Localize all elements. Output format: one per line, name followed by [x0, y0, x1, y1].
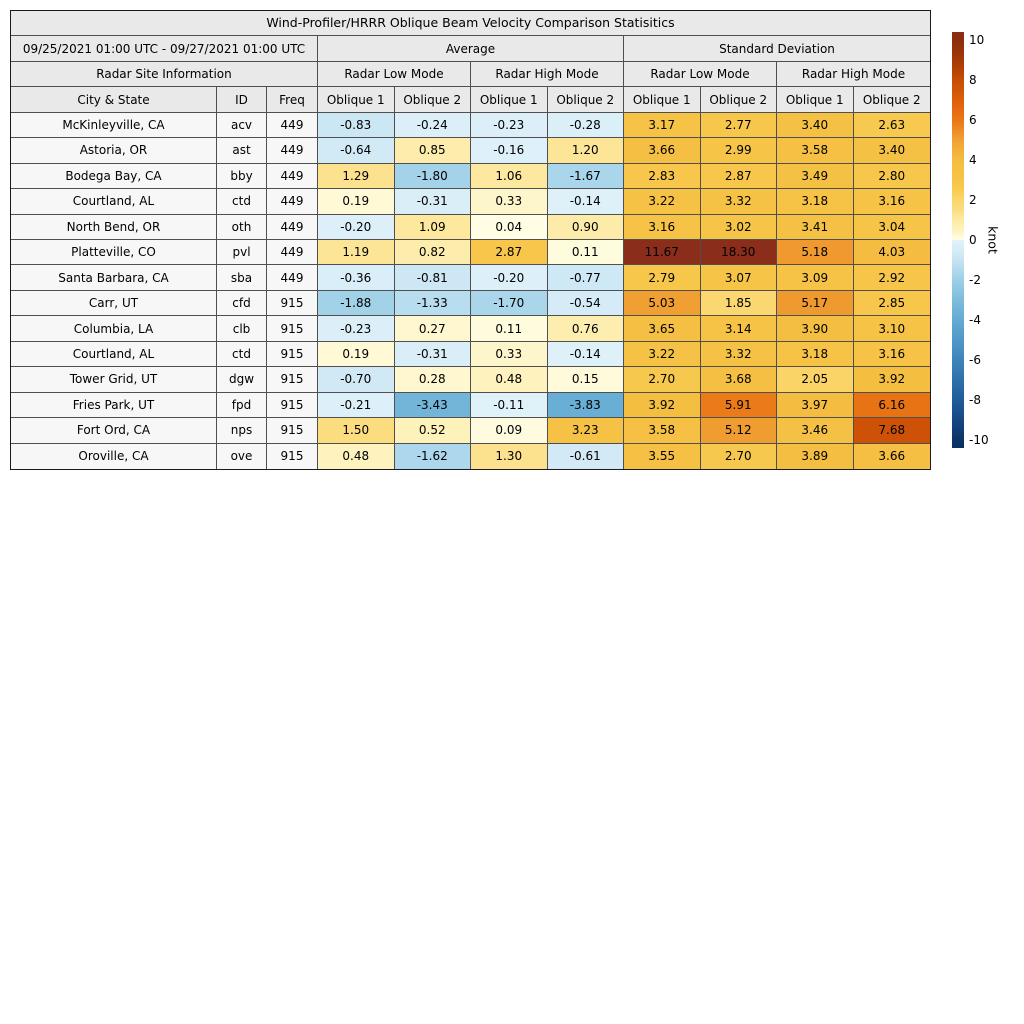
- value-cell: -0.64: [318, 138, 395, 163]
- city-cell: Columbia, LA: [11, 316, 217, 341]
- colorbar-gradient: [952, 32, 964, 448]
- column-header: Oblique 1: [471, 87, 548, 112]
- value-cell: 0.15: [548, 367, 625, 392]
- id-cell: pvl: [217, 240, 267, 265]
- column-header: Oblique 2: [701, 87, 778, 112]
- id-cell: clb: [217, 316, 267, 341]
- value-cell: -1.67: [548, 164, 625, 189]
- city-cell: Bodega Bay, CA: [11, 164, 217, 189]
- colorbar-tick-label: -4: [969, 313, 981, 327]
- value-cell: 3.89: [777, 444, 854, 469]
- column-header: Oblique 1: [777, 87, 854, 112]
- city-cell: Fries Park, UT: [11, 393, 217, 418]
- value-cell: 3.40: [854, 138, 931, 163]
- value-cell: 2.99: [701, 138, 778, 163]
- value-cell: 3.65: [624, 316, 701, 341]
- site-info-header: Radar Site Information: [11, 62, 318, 87]
- value-cell: 3.09: [777, 265, 854, 290]
- value-cell: 3.97: [777, 393, 854, 418]
- freq-cell: 915: [267, 418, 318, 443]
- colorbar-tick-label: -8: [969, 393, 981, 407]
- date-range-cell: 09/25/2021 01:00 UTC - 09/27/2021 01:00 UTC: [11, 36, 318, 61]
- city-cell: Platteville, CO: [11, 240, 217, 265]
- value-cell: -0.81: [395, 265, 472, 290]
- value-cell: -0.16: [471, 138, 548, 163]
- value-cell: 0.11: [548, 240, 625, 265]
- column-header: ID: [217, 87, 267, 112]
- column-header: Oblique 2: [854, 87, 931, 112]
- value-cell: 7.68: [854, 418, 931, 443]
- value-cell: 0.19: [318, 189, 395, 214]
- value-cell: 0.04: [471, 215, 548, 240]
- value-cell: 3.92: [854, 367, 931, 392]
- value-cell: 2.87: [471, 240, 548, 265]
- colorbar-tick-label: -2: [969, 273, 981, 287]
- freq-cell: 449: [267, 240, 318, 265]
- value-cell: 2.92: [854, 265, 931, 290]
- id-cell: fpd: [217, 393, 267, 418]
- freq-cell: 915: [267, 367, 318, 392]
- id-cell: ast: [217, 138, 267, 163]
- value-cell: -0.23: [471, 113, 548, 138]
- value-cell: 3.04: [854, 215, 931, 240]
- value-cell: 1.29: [318, 164, 395, 189]
- colorbar-tick-label: 0: [969, 233, 977, 247]
- city-cell: North Bend, OR: [11, 215, 217, 240]
- value-cell: 0.19: [318, 342, 395, 367]
- value-cell: 0.52: [395, 418, 472, 443]
- value-cell: -1.88: [318, 291, 395, 316]
- std-high-mode-header: Radar High Mode: [777, 62, 930, 87]
- value-cell: 3.22: [624, 189, 701, 214]
- value-cell: 2.77: [701, 113, 778, 138]
- city-cell: Fort Ord, CA: [11, 418, 217, 443]
- value-cell: 3.18: [777, 189, 854, 214]
- column-header: Oblique 2: [395, 87, 472, 112]
- city-cell: Courtland, AL: [11, 342, 217, 367]
- value-cell: 5.03: [624, 291, 701, 316]
- stats-table: [10, 10, 931, 470]
- value-cell: -0.21: [318, 393, 395, 418]
- value-cell: 2.80: [854, 164, 931, 189]
- freq-cell: 915: [267, 444, 318, 469]
- column-header: Oblique 2: [548, 87, 625, 112]
- id-cell: acv: [217, 113, 267, 138]
- value-cell: 1.19: [318, 240, 395, 265]
- value-cell: 0.76: [548, 316, 625, 341]
- id-cell: oth: [217, 215, 267, 240]
- value-cell: -0.20: [318, 215, 395, 240]
- id-cell: cfd: [217, 291, 267, 316]
- column-header: Oblique 1: [318, 87, 395, 112]
- value-cell: -0.20: [471, 265, 548, 290]
- value-cell: 3.66: [854, 444, 931, 469]
- value-cell: 2.87: [701, 164, 778, 189]
- value-cell: -1.33: [395, 291, 472, 316]
- freq-cell: 449: [267, 215, 318, 240]
- value-cell: 3.40: [777, 113, 854, 138]
- value-cell: 5.18: [777, 240, 854, 265]
- colorbar-tick-label: 10: [969, 33, 985, 47]
- value-cell: -1.62: [395, 444, 472, 469]
- value-cell: -0.24: [395, 113, 472, 138]
- value-cell: -0.11: [471, 393, 548, 418]
- id-cell: bby: [217, 164, 267, 189]
- city-cell: Courtland, AL: [11, 189, 217, 214]
- id-cell: ove: [217, 444, 267, 469]
- id-cell: dgw: [217, 367, 267, 392]
- value-cell: 3.32: [701, 189, 778, 214]
- freq-cell: 449: [267, 164, 318, 189]
- value-cell: -0.83: [318, 113, 395, 138]
- value-cell: 3.02: [701, 215, 778, 240]
- value-cell: -1.80: [395, 164, 472, 189]
- value-cell: 3.66: [624, 138, 701, 163]
- value-cell: 2.70: [701, 444, 778, 469]
- value-cell: 4.03: [854, 240, 931, 265]
- value-cell: 3.58: [777, 138, 854, 163]
- value-cell: -1.70: [471, 291, 548, 316]
- column-header: Freq: [267, 87, 318, 112]
- value-cell: 0.33: [471, 189, 548, 214]
- value-cell: 2.70: [624, 367, 701, 392]
- value-cell: 5.12: [701, 418, 778, 443]
- value-cell: 0.27: [395, 316, 472, 341]
- value-cell: 3.14: [701, 316, 778, 341]
- freq-cell: 449: [267, 265, 318, 290]
- value-cell: -0.31: [395, 189, 472, 214]
- value-cell: 0.28: [395, 367, 472, 392]
- value-cell: 3.92: [624, 393, 701, 418]
- city-cell: Oroville, CA: [11, 444, 217, 469]
- freq-cell: 449: [267, 113, 318, 138]
- id-cell: sba: [217, 265, 267, 290]
- value-cell: 0.48: [471, 367, 548, 392]
- column-header: Oblique 1: [624, 87, 701, 112]
- city-cell: Santa Barbara, CA: [11, 265, 217, 290]
- freq-cell: 915: [267, 393, 318, 418]
- value-cell: 3.23: [548, 418, 625, 443]
- value-cell: -3.43: [395, 393, 472, 418]
- id-cell: ctd: [217, 189, 267, 214]
- value-cell: 11.67: [624, 240, 701, 265]
- value-cell: -3.83: [548, 393, 625, 418]
- value-cell: 2.05: [777, 367, 854, 392]
- value-cell: -0.61: [548, 444, 625, 469]
- value-cell: 6.16: [854, 393, 931, 418]
- value-cell: 1.20: [548, 138, 625, 163]
- value-cell: 3.68: [701, 367, 778, 392]
- value-cell: -0.36: [318, 265, 395, 290]
- value-cell: -0.54: [548, 291, 625, 316]
- table-title: Wind-Profiler/HRRR Oblique Beam Velocity Comparison Statisitics: [11, 11, 930, 36]
- value-cell: 5.17: [777, 291, 854, 316]
- colorbar-tick-label: 4: [969, 153, 977, 167]
- value-cell: 1.30: [471, 444, 548, 469]
- value-cell: -0.77: [548, 265, 625, 290]
- value-cell: 2.63: [854, 113, 931, 138]
- value-cell: 3.49: [777, 164, 854, 189]
- value-cell: 2.79: [624, 265, 701, 290]
- value-cell: -0.14: [548, 342, 625, 367]
- value-cell: -0.70: [318, 367, 395, 392]
- value-cell: 3.16: [854, 189, 931, 214]
- value-cell: 0.85: [395, 138, 472, 163]
- value-cell: 3.58: [624, 418, 701, 443]
- value-cell: 3.90: [777, 316, 854, 341]
- value-cell: 3.17: [624, 113, 701, 138]
- colorbar-tick-label: 6: [969, 113, 977, 127]
- value-cell: 3.10: [854, 316, 931, 341]
- value-cell: 3.46: [777, 418, 854, 443]
- value-cell: 0.11: [471, 316, 548, 341]
- value-cell: 1.85: [701, 291, 778, 316]
- id-cell: nps: [217, 418, 267, 443]
- colorbar-tick-label: -10: [969, 433, 989, 447]
- value-cell: -0.31: [395, 342, 472, 367]
- freq-cell: 449: [267, 138, 318, 163]
- id-cell: ctd: [217, 342, 267, 367]
- city-cell: Astoria, OR: [11, 138, 217, 163]
- colorbar-tick-label: 8: [969, 73, 977, 87]
- column-header: City & State: [11, 87, 217, 112]
- value-cell: 18.30: [701, 240, 778, 265]
- value-cell: -0.14: [548, 189, 625, 214]
- std-dev-group-header: Standard Deviation: [624, 36, 930, 61]
- value-cell: 3.16: [624, 215, 701, 240]
- value-cell: -0.23: [318, 316, 395, 341]
- city-cell: Carr, UT: [11, 291, 217, 316]
- value-cell: 0.48: [318, 444, 395, 469]
- value-cell: 3.07: [701, 265, 778, 290]
- value-cell: 3.16: [854, 342, 931, 367]
- value-cell: 2.85: [854, 291, 931, 316]
- colorbar-tick-label: -6: [969, 353, 981, 367]
- value-cell: 0.90: [548, 215, 625, 240]
- average-group-header: Average: [318, 36, 624, 61]
- value-cell: -0.28: [548, 113, 625, 138]
- colorbar: [952, 32, 1014, 448]
- std-low-mode-header: Radar Low Mode: [624, 62, 777, 87]
- freq-cell: 915: [267, 291, 318, 316]
- avg-high-mode-header: Radar High Mode: [471, 62, 624, 87]
- value-cell: 5.91: [701, 393, 778, 418]
- value-cell: 1.50: [318, 418, 395, 443]
- value-cell: 0.82: [395, 240, 472, 265]
- colorbar-tick-label: 2: [969, 193, 977, 207]
- value-cell: 3.55: [624, 444, 701, 469]
- colorbar-unit-label: knot: [985, 226, 1001, 254]
- avg-low-mode-header: Radar Low Mode: [318, 62, 471, 87]
- value-cell: 3.32: [701, 342, 778, 367]
- value-cell: 3.22: [624, 342, 701, 367]
- value-cell: 1.06: [471, 164, 548, 189]
- value-cell: 3.18: [777, 342, 854, 367]
- value-cell: 2.83: [624, 164, 701, 189]
- value-cell: 1.09: [395, 215, 472, 240]
- value-cell: 0.09: [471, 418, 548, 443]
- value-cell: 0.33: [471, 342, 548, 367]
- city-cell: Tower Grid, UT: [11, 367, 217, 392]
- freq-cell: 449: [267, 189, 318, 214]
- value-cell: 3.41: [777, 215, 854, 240]
- freq-cell: 915: [267, 342, 318, 367]
- city-cell: McKinleyville, CA: [11, 113, 217, 138]
- freq-cell: 915: [267, 316, 318, 341]
